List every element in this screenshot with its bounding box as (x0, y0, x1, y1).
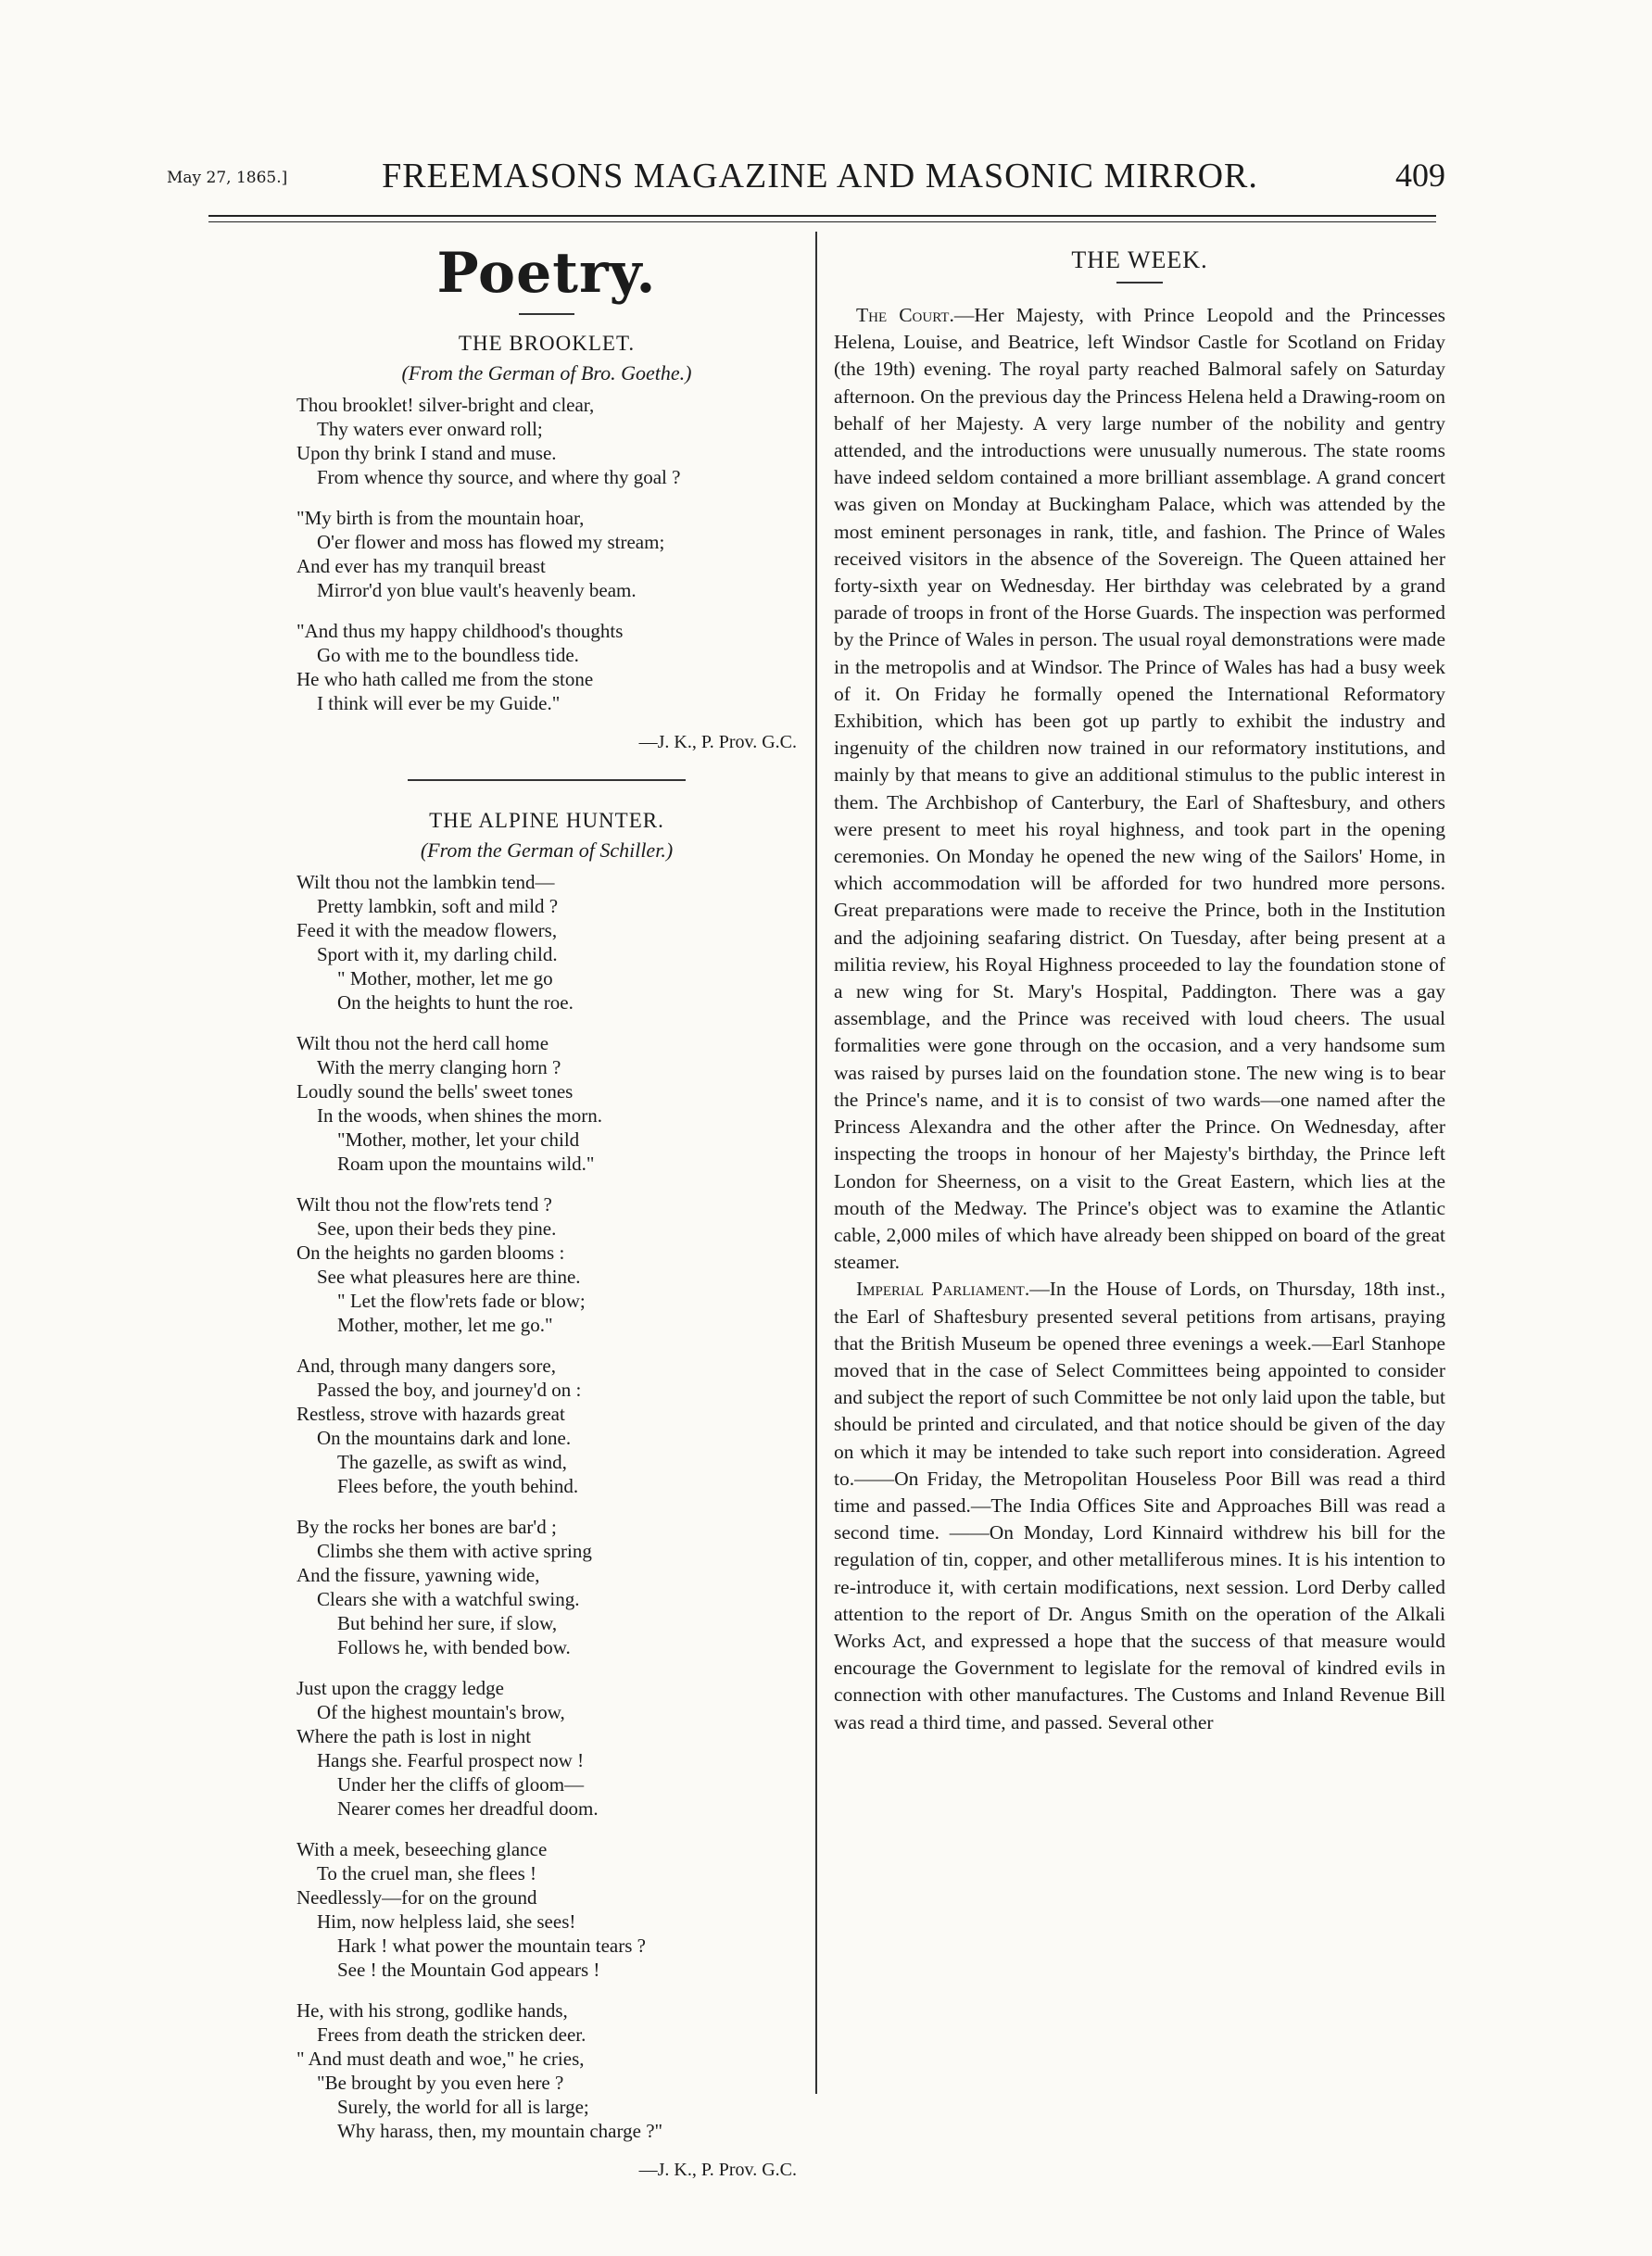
poem-line: " Mother, mother, let me go (337, 966, 553, 989)
poem-line: In the woods, when shines the morn. (317, 1103, 602, 1127)
paragraph-text: —Her Majesty, with Prince Leopold and the Princesses Helena, Louise, and Beatrice, left Windsor Castle for Scotland on Friday (the 19th) evening. The royal party reached Balmoral safely on Saturday afternoon. On the previous day the Princess Helena held a Drawing-room on behalf of her Majesty. A very large number of the nobility and gentry attended, and the introductions were unusually numerous. The state rooms have indeed seldom contained a more brilliant assemblage. A grand concert was given on Monday at Buckingham Palace, which was attended by the most eminent personages in rank, title, and fashion. The Prince of Wales received visitors in the absence of the Sovereign. The Queen attained her forty-sixth year on Wednesday. Her birthday was celebrated by a grand parade of troops in front of the Horse Guards. The inspection was performed by the Prince of Wales in person. The usual royal demonstrations were made in the metropolis and at Windsor. The Prince of Wales has had a busy week of it. On Friday he formally opened the International Reformatory Exhibition, which has been got up partly to exhibit the industry and ingenuity of the children now trained in our reformatory institutions, and mainly by that means to give an additional stimulus to the public interest in them. The Archbishop of Canterbury, the Earl of Shaftesbury, and others were present to meet his royal highness, and took part in the opening ceremonies. On Monday he opened the new wing of the Sailors' Home, in which accommodation will be afforded for two hundred more persons. Great preparations were made to receive the Prince, both in the Institution and the adjoining seafaring district. On Tuesday, after being present at a militia review, his Royal Highness proceeded to lay the foundation stone of a new wing for St. Mary's Hospital, Paddington. There was a gay assemblage, and the Prince was received with loud cheers. The usual formalities were gone through on the occasion, and a very handsome sum was raised by purses laid on the foundation stone. The new wing is to bear the Prince's name, and it is to consist of two wards—one named after the Princess Alexandra and the other after the Prince. On Wednesday, after inspecting the troops in honour of her Majesty's birthday, the Prince left London for Sheerness, on a visit to the Great Eastern, which lies at the mouth of the Medway. The Prince's object was to examine the Atlantic cable, 2,000 miles of which have already been shipped on board of the great steamer. (834, 304, 1446, 1274)
poem-line: Needlessly—for on the ground (296, 1885, 537, 1909)
poem-subtitle: (From the German of Schiller.) (420, 838, 674, 862)
poem-line: And ever has my tranquil breast (296, 555, 546, 577)
poem-line: Under her the cliffs of gloom— (337, 1772, 585, 1796)
page-header (167, 156, 1445, 202)
news-paragraph (834, 302, 1445, 1276)
poetry-column (296, 241, 797, 2181)
poem-stanza (296, 1837, 797, 1982)
poem-line: With a meek, beseeching glance (296, 1837, 548, 1860)
poem-stanza (296, 870, 797, 1015)
poem-stanza (296, 619, 797, 715)
week-section-title: THE WEEK. (1071, 246, 1208, 273)
poem-stanza (296, 506, 797, 602)
poem-title: THE BROOKLET. (458, 332, 636, 355)
poem-line: I think will ever be my Guide." (317, 692, 561, 714)
poetry-section-title: Poetry. (436, 241, 657, 306)
poem-line: Upon thy brink I stand and muse. (296, 442, 557, 464)
poem-line: Thy waters ever onward roll; (317, 418, 543, 440)
poem-line: He who hath called me from the stone (296, 668, 594, 690)
poem-line: Passed the boy, and journey'd on : (317, 1378, 582, 1401)
poem-stanza (296, 1192, 797, 1337)
poem-line: To the cruel man, she flees ! (317, 1861, 537, 1884)
poem-line: Surely, the world for all is large; (337, 2095, 589, 2118)
poem-line: See, upon their beds they pine. (317, 1216, 557, 1240)
poem-line: Pretty lambkin, soft and mild ? (317, 894, 559, 917)
poem-line: Why harass, then, my mountain charge ?" (337, 2119, 663, 2142)
poem-line: " And must death and woe," he cries, (296, 2047, 585, 2070)
poem-line: See what pleasures here are thine. (317, 1265, 581, 1288)
poem-line: But behind her sure, if slow, (337, 1611, 558, 1634)
issue-date: May 27, 1865.] (167, 169, 288, 187)
poem-stanza (296, 1515, 797, 1659)
poem-line: "Mother, mother, let your child (337, 1128, 580, 1151)
poem-line: And the fissure, yawning wide, (296, 1563, 540, 1586)
poem-line: The gazelle, as swift as wind, (337, 1450, 567, 1473)
poem-line: " Let the flow'rets fade or blow; (337, 1289, 586, 1312)
poem-line: Mirror'd yon blue vault's heavenly beam. (317, 579, 637, 601)
poem-line: Mother, mother, let me go." (337, 1313, 553, 1336)
poem-line: Wilt thou not the herd call home (296, 1031, 549, 1054)
poem-stanza (296, 393, 797, 489)
poem-line: On the heights to hunt the roe. (337, 990, 574, 1014)
poem-line: Flees before, the youth behind. (337, 1474, 579, 1497)
poem-line: Frees from death the stricken deer. (317, 2023, 586, 2046)
poem-divider (408, 779, 686, 781)
poem-line: Go with me to the boundless tide. (317, 644, 579, 666)
poem-line: Climbs she them with active spring (317, 1539, 592, 1562)
poem-line: "Be brought by you even here ? (317, 2071, 564, 2094)
page-number: 409 (1395, 157, 1445, 194)
news-paragraph (834, 1276, 1445, 1735)
poem-line: With the merry clanging horn ? (317, 1055, 561, 1078)
header-rule-top (208, 215, 1436, 217)
poem-line: Roam upon the mountains wild." (337, 1152, 595, 1175)
poem-line: "My birth is from the mountain hoar, (296, 507, 585, 529)
poem-line: "And thus my happy childhood's thoughts (296, 620, 624, 642)
poem-title: THE ALPINE HUNTER. (429, 808, 664, 832)
poem-signature: —J. K., P. Prov. G.C. (638, 2159, 797, 2180)
week-column (834, 241, 1445, 1736)
poem-line: Follows he, with bended bow. (337, 1635, 571, 1658)
poem-line: Loudly sound the bells' sweet tones (296, 1079, 574, 1103)
masthead-title: FREEMASONS MAGAZINE AND MASONIC MIRROR. (382, 157, 1258, 195)
poem-line: Wilt thou not the lambkin tend— (296, 870, 555, 893)
column-divider (815, 232, 817, 2094)
section-rule (1116, 282, 1163, 284)
poem-line: Hark ! what power the mountain tears ? (337, 1934, 646, 1957)
poem-stanza (296, 1676, 797, 1821)
poem-line: Sport with it, my darling child. (317, 942, 558, 965)
poem-line: Nearer comes her dreadful doom. (337, 1796, 599, 1820)
poem-subtitle: (From the German of Bro. Goethe.) (401, 361, 692, 384)
paragraph-text: —In the House of Lords, on Thursday, 18th inst., the Earl of Shaftesbury presented several petitions from artisans, praying that the British Museum be opened three evenings a week.—Earl Stanhope moved that in the case of Select Committees being appointed to consider and subject the report of such Committee be not only laid upon the table, but should be printed and circulated, and that notice should be given of the day on which it may be intended to take such report into consideration. Agreed to.——On Friday, the Metropolitan Houseless Poor Bill was read a third time and passed.—The India Offices Site and Approaches Bill was read a second time. ——On Monday, Lord Kinnaird withdrew his bill for the regulation of tin, copper, and other metalliferous mines. It is his intention to re-introduce it, with certain modifications, next session. Lord Derby called attention to the report of Dr. Angus Smith on the operation of the Alkali Works Act, and expressed a hope that the success of that measure would encourage the Government to legislate for the removal of kindred evils in connection with other manufactures. The Customs and Inland Revenue Bill was read a third time, and passed. Several other (834, 1278, 1445, 1733)
poem-line: Feed it with the meadow flowers, (296, 918, 558, 941)
poem-line: From whence thy source, and where thy goal ? (317, 466, 681, 488)
poem-line: Thou brooklet! silver-bright and clear, (296, 394, 595, 416)
header-rule-bottom (208, 221, 1436, 222)
poem-line: O'er flower and moss has flowed my stream; (317, 531, 665, 553)
poem-stanza (296, 1998, 797, 2143)
poem-line: Of the highest mountain's brow, (317, 1700, 565, 1723)
poem-line: Wilt thou not the flow'rets tend ? (296, 1192, 552, 1216)
poem-line: Just upon the craggy ledge (296, 1676, 504, 1699)
poem-line: By the rocks her bones are bar'd ; (296, 1515, 557, 1538)
poem-line: On the mountains dark and lone. (317, 1426, 572, 1449)
poem-line: Clears she with a watchful swing. (317, 1587, 580, 1610)
poem-line: On the heights no garden blooms : (296, 1241, 565, 1264)
poem-stanza (296, 1354, 797, 1498)
poem-stanza (296, 1031, 797, 1176)
poem-line: See ! the Mountain God appears ! (337, 1958, 600, 1981)
poem-line: Where the path is lost in night (296, 1724, 532, 1747)
poem-signature: —J. K., P. Prov. G.C. (638, 732, 797, 752)
paragraph-lead: The Court. (856, 304, 954, 326)
poem-line: And, through many dangers sore, (296, 1354, 556, 1377)
poem-line: Hangs she. Fearful prospect now ! (317, 1748, 585, 1771)
poem-line: Restless, strove with hazards great (296, 1402, 565, 1425)
poem-line: He, with his strong, godlike hands, (296, 1998, 568, 2022)
paragraph-lead: Imperial Parliament. (856, 1278, 1030, 1301)
section-rule (519, 313, 574, 315)
poem-line: Him, now helpless laid, she sees! (317, 1909, 576, 1933)
